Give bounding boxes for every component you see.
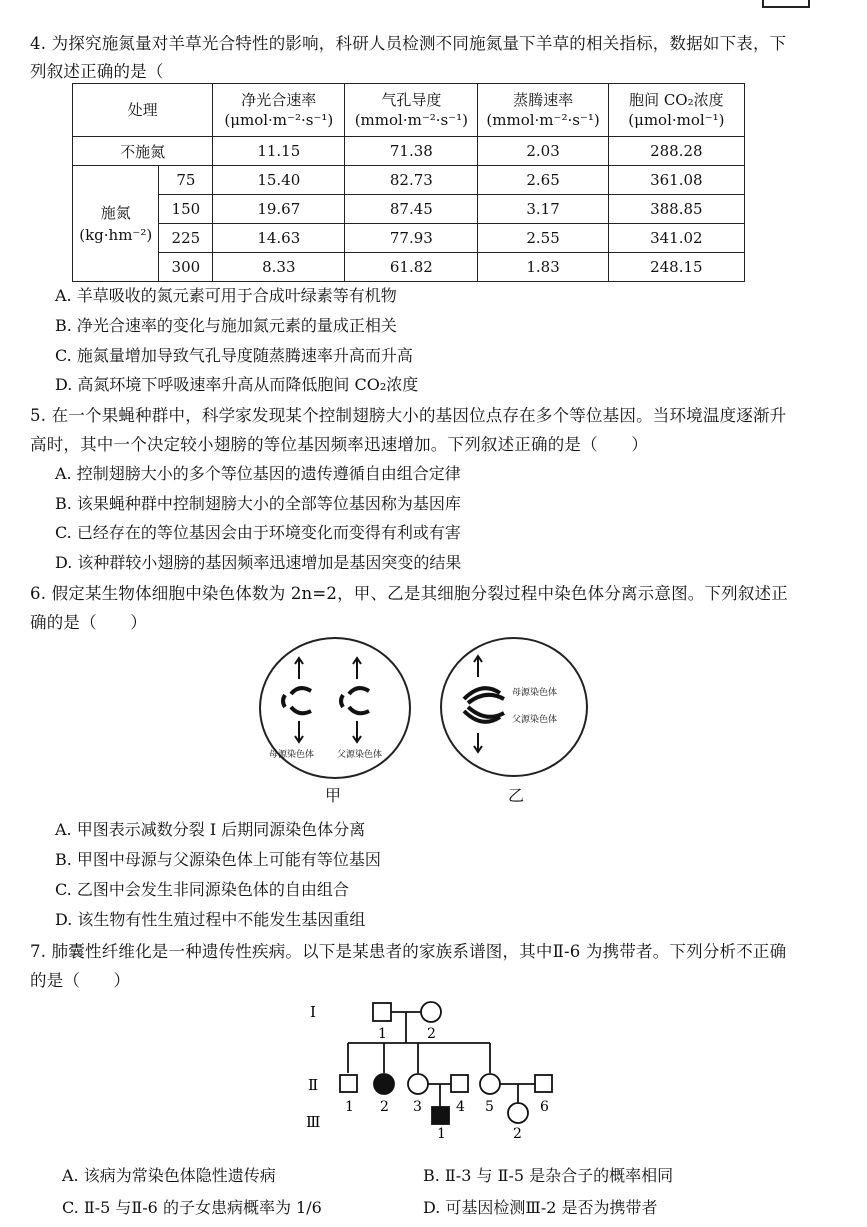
q5-option-d[interactable]: D. 该种群较小翅膀的基因频率迅速增加是基因突变的结果 [55,553,462,572]
nitrogen-group-label: 施氮 [100,203,131,222]
table-cell: 14.63 [213,224,345,253]
q4-option-b[interactable]: B. 净光合速率的变化与施加氮元素的量成正相关 [55,316,397,335]
pedigree-number: 1 [378,1026,387,1042]
nitrogen-level: 75 [159,166,213,195]
table-cell: 8.33 [213,253,345,282]
pedigree-number: 1 [437,1126,446,1140]
table-row [73,253,745,282]
pedigree-number: 2 [427,1026,436,1042]
q5-option-b[interactable]: B. 该果蝇种群中控制翅膀大小的全部等位基因称为基因库 [55,494,461,513]
q4-option-a[interactable]: A. 羊草吸收的氮元素可用于合成叶绿素等有机物 [55,286,397,305]
pedigree-female-II3 [408,1074,428,1094]
row-label-no-nitrogen: 不施氮 [73,137,213,166]
table-cell: 2.03 [478,137,608,166]
table-row [73,166,745,195]
header-col4-title: 胞间 CO₂浓度 [629,91,724,109]
table-cell: 11.15 [213,137,345,166]
table-row [73,195,745,224]
table-cell: 15.40 [213,166,345,195]
q7-option-c[interactable]: C. Ⅱ-5 与Ⅱ-6 的子女患病概率为 1/6 [62,1198,322,1217]
pedigree-number: 6 [540,1099,549,1115]
row-group-nitrogen [73,166,159,282]
nitrogen-level: 300 [159,253,213,282]
table-cell: 2.55 [478,224,608,253]
pedigree-male-III1-affected [432,1107,449,1124]
q7-stem-line2: 的是（ ） [30,971,131,990]
header-intercellular-co2 [608,84,744,137]
page-corner-box [762,0,810,8]
header-transpiration [478,84,608,137]
table-cell: 82.73 [345,166,478,195]
header-col4-unit: (μmol·mol⁻¹) [628,111,725,129]
pedigree-female-III2 [508,1103,528,1123]
header-col2-title: 气孔导度 [381,91,442,109]
header-col2-unit: (mmol·m⁻²·s⁻¹) [354,111,469,129]
cell-yi-figure [440,637,588,777]
q5-stem-line2: 高时，其中一个决定较小翅膀的等位基因频率迅速增加。下列叙述正确的是（ ） [30,435,648,454]
pedigree-female-I2 [421,1002,441,1022]
q6-stem-line2: 确的是（ ） [30,613,147,632]
header-col3-title: 蒸腾速率 [513,91,574,109]
pedigree-female-II2-affected [374,1074,394,1094]
cell-jia-figure [259,637,411,779]
pedigree-chart [300,995,580,1140]
header-net-photosynthesis [213,84,345,137]
q7-stem-line1: 7. 肺囊性纤维化是一种遗传性疾病。以下是某患者的家族系谱图，其中Ⅱ-6 为携带者。下列分析不正确 [30,942,787,961]
q4-option-d[interactable]: D. 高氮环境下呼吸速率升高从而降低胞间 CO₂浓度 [55,375,419,394]
table-cell: 341.02 [608,224,744,253]
jia-label-paternal: 父源染色体 [337,750,383,760]
header-col1-unit: (μmol·m⁻²·s⁻¹) [224,111,334,129]
q7-option-d[interactable]: D. 可基因检测Ⅲ-2 是否为携带者 [423,1198,658,1217]
q5-option-a[interactable]: A. 控制翅膀大小的多个等位基因的遗传遵循自由组合定律 [55,464,461,483]
q5-option-c[interactable]: C. 已经存在的等位基因会由于环境变化而变得有利或有害 [55,523,461,542]
table-cell: 77.93 [345,224,478,253]
table-cell: 388.85 [608,195,744,224]
pedigree-male-II6 [535,1075,552,1092]
q4-stem-line1: 4. 为探究施氮量对羊草光合特性的影响，科研人员检测不同施氮量下羊草的相关指标，数据如下表，下 [30,34,787,53]
header-treatment: 处理 [73,84,213,137]
yi-label-maternal: 母源染色体 [512,688,558,698]
nitrogen-level: 225 [159,224,213,253]
q6-option-b[interactable]: B. 甲图中母源与父源染色体上可能有等位基因 [55,850,381,869]
yi-label-paternal: 父源染色体 [512,715,558,725]
pedigree-number: 2 [513,1126,522,1140]
table-cell: 3.17 [478,195,608,224]
pedigree-male-II1 [340,1075,357,1092]
table-cell: 19.67 [213,195,345,224]
table-row-no-nitrogen [73,137,745,166]
q4-data-table [72,83,745,282]
gen-label-I: Ⅰ [310,1003,316,1021]
figure-label-yi: 乙 [508,786,525,805]
table-cell: 87.45 [345,195,478,224]
table-cell: 2.65 [478,166,608,195]
pedigree-male-I1 [373,1003,391,1021]
q5-stem-line1: 5. 在一个果蝇种群中，科学家发现某个控制翅膀大小的基因位点存在多个等位基因。当环境温度逐渐升 [30,406,787,425]
nitrogen-level: 150 [159,195,213,224]
gen-label-II: Ⅱ [308,1076,319,1094]
header-col3-unit: (mmol·m⁻²·s⁻¹) [486,111,600,129]
gen-label-III: Ⅲ [306,1113,321,1131]
pedigree-male-II4 [451,1075,468,1092]
pedigree-number: 2 [380,1099,389,1115]
q4-option-c[interactable]: C. 施氮量增加导致气孔导度随蒸腾速率升高而升高 [55,346,413,365]
q6-option-d[interactable]: D. 该生物有性生殖过程中不能发生基因重组 [55,910,366,929]
q7-option-a[interactable]: A. 该病为常染色体隐性遗传病 [62,1166,276,1185]
pedigree-female-II5 [480,1074,500,1094]
header-col1-title: 净光合速率 [241,91,317,109]
pedigree-number: 4 [456,1099,465,1115]
q7-option-b[interactable]: B. Ⅱ-3 与 Ⅱ-5 是杂合子的概率相同 [423,1166,674,1185]
figure-label-jia: 甲 [325,786,342,805]
table-cell: 71.38 [345,137,478,166]
pedigree-number: 5 [485,1099,494,1115]
table-cell: 61.82 [345,253,478,282]
table-cell: 1.83 [478,253,608,282]
jia-label-maternal: 母源染色体 [269,750,315,760]
q6-option-c[interactable]: C. 乙图中会发生非同源染色体的自由组合 [55,880,349,899]
table-cell: 248.15 [608,253,744,282]
table-cell: 288.28 [608,137,744,166]
pedigree-number: 1 [345,1099,354,1115]
pedigree-number: 3 [413,1099,422,1115]
yi-chromosome-drawing [442,639,586,775]
table-cell: 361.08 [608,166,744,195]
q4-stem-line2: 列叙述正确的是（ [30,62,164,81]
table-row [73,224,745,253]
header-stomatal-conductance [345,84,478,137]
q6-option-a[interactable]: A. 甲图表示减数分裂 Ⅰ 后期同源染色体分离 [55,820,366,839]
nitrogen-group-unit: (kg·hm⁻²) [79,225,153,244]
q6-stem-line1: 6. 假定某生物体细胞中染色体数为 2n=2，甲、乙是其细胞分裂过程中染色体分离示意图。下列叙述正 [30,584,788,603]
